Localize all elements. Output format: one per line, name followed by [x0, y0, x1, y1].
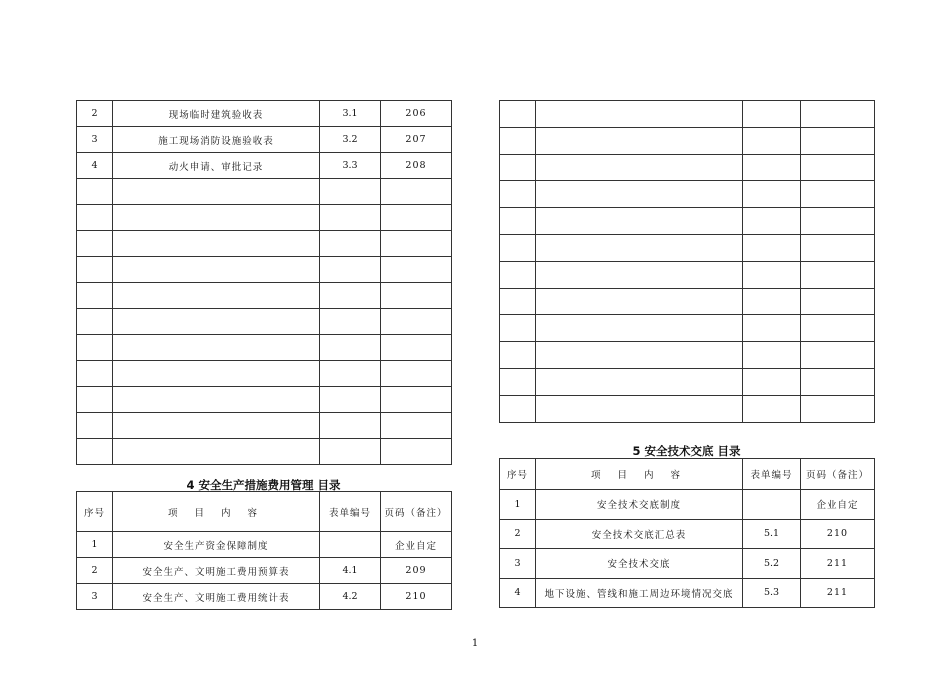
cell-code — [743, 154, 801, 181]
cell-page — [801, 234, 875, 261]
cell-no: 1 — [500, 490, 536, 520]
cell-content: 安全技术交底制度 — [536, 490, 743, 520]
cell-code — [743, 261, 801, 288]
table-row — [77, 439, 452, 465]
cell-page: 208 — [381, 153, 452, 179]
cell-page: 206 — [381, 101, 452, 127]
right-top-table-body — [500, 101, 875, 423]
cell-no — [500, 288, 536, 315]
cell-content — [536, 261, 743, 288]
header-page: 页码（备注） — [381, 492, 452, 532]
cell-content — [113, 439, 320, 465]
cell-content — [536, 288, 743, 315]
cell-no — [500, 101, 536, 128]
cell-code — [320, 532, 381, 558]
cell-page — [381, 231, 452, 257]
cell-page — [381, 309, 452, 335]
section-5-table-body — [500, 490, 875, 608]
cell-page — [381, 283, 452, 309]
cell-no: 3 — [77, 584, 113, 610]
cell-page: 210 — [381, 584, 452, 610]
cell-no — [500, 261, 536, 288]
cell-page: 企业自定 — [381, 532, 452, 558]
cell-no: 4 — [77, 153, 113, 179]
cell-content — [113, 335, 320, 361]
left-top-table — [76, 100, 452, 465]
table-row — [77, 231, 452, 257]
cell-code — [320, 309, 381, 335]
cell-page: 211 — [801, 578, 875, 608]
cell-content: 安全生产、文明施工费用统计表 — [113, 584, 320, 610]
table-row — [500, 549, 875, 579]
cell-code — [320, 335, 381, 361]
table-row — [77, 361, 452, 387]
cell-code — [743, 127, 801, 154]
section-4-table — [76, 491, 452, 610]
cell-content: 安全技术交底 — [536, 549, 743, 579]
page-number: 1 — [471, 638, 479, 649]
cell-no: 2 — [500, 519, 536, 549]
cell-no: 2 — [77, 101, 113, 127]
cell-no: 3 — [77, 127, 113, 153]
cell-page — [801, 208, 875, 235]
cell-content — [536, 127, 743, 154]
cell-content — [536, 101, 743, 128]
header-content: 项 目 内 容 — [536, 459, 743, 490]
table-row — [500, 234, 875, 261]
table-row — [77, 179, 452, 205]
table-row — [77, 257, 452, 283]
header-no: 序号 — [500, 459, 536, 490]
cell-content — [113, 283, 320, 309]
cell-code — [743, 490, 801, 520]
cell-code: 3.2 — [320, 127, 381, 153]
cell-page — [801, 368, 875, 395]
cell-page: 210 — [801, 519, 875, 549]
cell-code — [320, 413, 381, 439]
table-row — [77, 387, 452, 413]
cell-page: 企业自定 — [801, 490, 875, 520]
cell-no — [77, 257, 113, 283]
table-row — [77, 153, 452, 179]
cell-page — [381, 335, 452, 361]
section-4-header-row — [77, 492, 452, 532]
cell-code — [743, 395, 801, 422]
cell-code — [320, 205, 381, 231]
cell-no — [500, 181, 536, 208]
cell-no — [500, 234, 536, 261]
table-row — [77, 413, 452, 439]
cell-content — [113, 231, 320, 257]
cell-page — [381, 361, 452, 387]
cell-code — [320, 387, 381, 413]
table-row — [500, 342, 875, 369]
cell-no — [500, 368, 536, 395]
cell-page — [381, 413, 452, 439]
table-row — [77, 584, 452, 610]
table-row — [500, 288, 875, 315]
cell-code — [743, 315, 801, 342]
cell-content — [113, 413, 320, 439]
cell-code — [320, 439, 381, 465]
cell-code: 5.2 — [743, 549, 801, 579]
table-row — [500, 101, 875, 128]
cell-code: 4.2 — [320, 584, 381, 610]
cell-content — [536, 154, 743, 181]
cell-page — [801, 288, 875, 315]
cell-page — [801, 342, 875, 369]
cell-code: 3.3 — [320, 153, 381, 179]
cell-code — [320, 361, 381, 387]
cell-page: 207 — [381, 127, 452, 153]
table-row — [500, 154, 875, 181]
cell-content — [113, 387, 320, 413]
cell-content: 施工现场消防设施验收表 — [113, 127, 320, 153]
table-row — [500, 261, 875, 288]
cell-page — [801, 395, 875, 422]
table-row — [77, 558, 452, 584]
section-4-table-body — [77, 532, 452, 610]
cell-no — [500, 127, 536, 154]
cell-code — [743, 288, 801, 315]
cell-code — [743, 368, 801, 395]
cell-code — [743, 234, 801, 261]
table-row — [500, 519, 875, 549]
table-row — [77, 335, 452, 361]
table-row — [500, 368, 875, 395]
cell-content: 安全技术交底汇总表 — [536, 519, 743, 549]
header-code: 表单编号 — [743, 459, 801, 490]
table-row — [500, 181, 875, 208]
cell-no — [77, 387, 113, 413]
cell-content — [536, 395, 743, 422]
cell-no — [77, 413, 113, 439]
table-row — [500, 127, 875, 154]
cell-content — [536, 234, 743, 261]
cell-no — [77, 335, 113, 361]
cell-no: 2 — [77, 558, 113, 584]
cell-code: 5.1 — [743, 519, 801, 549]
cell-page — [381, 257, 452, 283]
cell-content — [113, 205, 320, 231]
cell-no — [77, 231, 113, 257]
cell-code: 4.1 — [320, 558, 381, 584]
cell-no — [77, 439, 113, 465]
table-row — [500, 578, 875, 608]
cell-code — [320, 257, 381, 283]
cell-content — [113, 179, 320, 205]
cell-code — [743, 101, 801, 128]
cell-no — [77, 179, 113, 205]
cell-content — [536, 208, 743, 235]
section-5-title: 5 安全技术交底 目录 — [632, 444, 741, 458]
section-5-table — [499, 458, 875, 608]
cell-no — [77, 205, 113, 231]
cell-no — [77, 309, 113, 335]
cell-content: 地下设施、管线和施工周边环境情况交底 — [536, 578, 743, 608]
cell-page — [801, 315, 875, 342]
header-code: 表单编号 — [320, 492, 381, 532]
header-content: 项 目 内 容 — [113, 492, 320, 532]
cell-no — [500, 342, 536, 369]
cell-content — [536, 181, 743, 208]
table-row — [500, 490, 875, 520]
table-row — [77, 205, 452, 231]
cell-no — [500, 154, 536, 181]
cell-no — [500, 208, 536, 235]
table-row — [77, 283, 452, 309]
table-row — [77, 532, 452, 558]
cell-content: 现场临时建筑验收表 — [113, 101, 320, 127]
cell-page — [801, 181, 875, 208]
cell-code — [320, 283, 381, 309]
cell-page — [801, 154, 875, 181]
cell-no — [77, 361, 113, 387]
cell-no — [77, 283, 113, 309]
cell-no — [500, 315, 536, 342]
cell-page — [381, 439, 452, 465]
cell-content — [536, 342, 743, 369]
cell-code — [320, 179, 381, 205]
cell-page — [801, 127, 875, 154]
table-row — [77, 309, 452, 335]
cell-code — [320, 231, 381, 257]
cell-no — [500, 395, 536, 422]
cell-code: 3.1 — [320, 101, 381, 127]
table-row — [77, 127, 452, 153]
cell-content: 动火申请、审批记录 — [113, 153, 320, 179]
table-row — [500, 208, 875, 235]
header-page: 页码（备注） — [801, 459, 875, 490]
cell-page — [381, 205, 452, 231]
cell-page — [381, 387, 452, 413]
cell-content — [113, 361, 320, 387]
cell-code — [743, 181, 801, 208]
table-row — [500, 315, 875, 342]
cell-page: 211 — [801, 549, 875, 579]
cell-no: 4 — [500, 578, 536, 608]
right-top-table — [499, 100, 875, 423]
cell-content — [113, 257, 320, 283]
cell-page — [381, 179, 452, 205]
cell-no: 1 — [77, 532, 113, 558]
section-4-title: 4 安全生产措施费用管理 目录 — [186, 478, 341, 492]
cell-code — [743, 342, 801, 369]
cell-no: 3 — [500, 549, 536, 579]
cell-content: 安全生产资金保障制度 — [113, 532, 320, 558]
table-row — [77, 101, 452, 127]
cell-content — [536, 315, 743, 342]
cell-content — [536, 368, 743, 395]
cell-page — [801, 261, 875, 288]
cell-page: 209 — [381, 558, 452, 584]
cell-content: 安全生产、文明施工费用预算表 — [113, 558, 320, 584]
section-5-header-row — [500, 459, 875, 490]
cell-page — [801, 101, 875, 128]
header-no: 序号 — [77, 492, 113, 532]
left-top-table-body — [77, 101, 452, 465]
table-row — [500, 395, 875, 422]
cell-code — [743, 208, 801, 235]
cell-code: 5.3 — [743, 578, 801, 608]
cell-content — [113, 309, 320, 335]
